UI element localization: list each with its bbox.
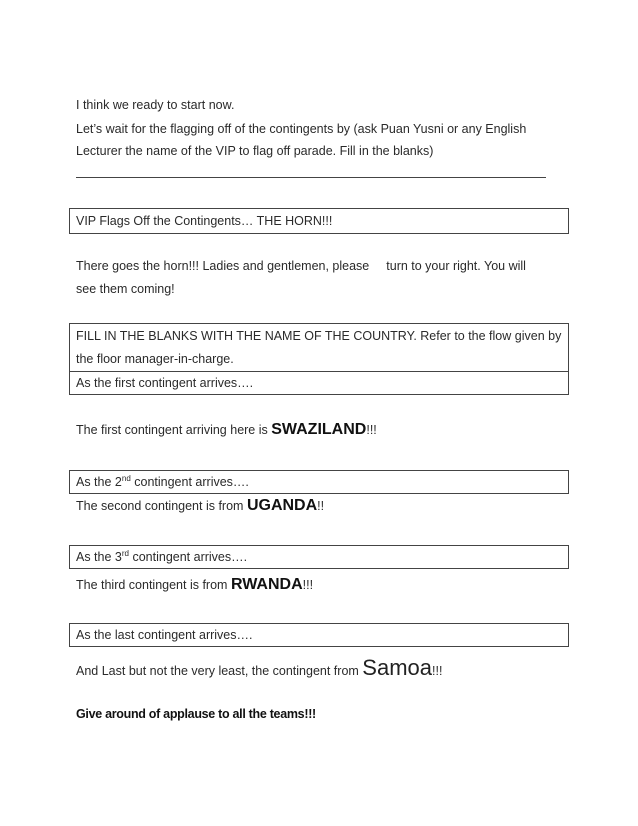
horn-line-1-b: turn to your right. You will <box>386 259 526 273</box>
vip-box <box>69 208 569 234</box>
intro-line-1: I think we ready to start now. <box>76 98 235 112</box>
second-contingent-prefix: The second contingent is from <box>76 499 247 513</box>
second-suffix: !! <box>317 499 325 513</box>
vip-box-text: VIP Flags Off the Contingents… THE HORN!!! <box>76 214 333 228</box>
last-arrives-box <box>69 623 569 647</box>
first-contingent-arrives: As the first contingent arrives…. <box>76 376 254 390</box>
fill-box-line-2: the floor manager-in-charge. <box>76 352 234 366</box>
first-contingent-line <box>76 422 377 438</box>
fill-box-line-1: FILL IN THE BLANKS WITH THE NAME OF THE COUNTRY. Refer to the flow given by <box>76 329 562 343</box>
last-contingent-line <box>76 655 443 680</box>
second-contingent-line <box>76 498 324 514</box>
horn-line-2: see them coming! <box>76 282 175 296</box>
intro-line-2: Let’s wait for the flagging off of the contingents by (ask Puan Yusni or any English <box>76 122 527 136</box>
horn-line-1-a: There goes the horn!!! Ladies and gentlemen, please <box>76 259 370 273</box>
second-country: UGANDA <box>246 497 318 514</box>
second-arrives-text: As the 2nd contingent arrives…. <box>76 473 249 489</box>
second-arrives-box <box>69 470 569 494</box>
first-suffix: !!! <box>366 423 377 437</box>
third-suffix: !!! <box>302 578 314 592</box>
intro-line-3: Lecturer the name of the VIP to flag off parade. Fill in the blanks) <box>76 144 434 158</box>
third-contingent-prefix: The third contingent is from <box>76 578 231 592</box>
horn-line-1 <box>76 258 526 274</box>
last-contingent-prefix: And Last but not the very least, the contingent from <box>76 664 363 678</box>
last-country: Samoa <box>362 655 432 680</box>
last-suffix: !!! <box>432 664 443 678</box>
third-country: RWANDA <box>230 576 303 593</box>
third-arrives-box <box>69 545 569 569</box>
fill-in-box <box>69 323 569 395</box>
fill-box-divider <box>70 371 568 372</box>
third-arrives-text: As the 3rd contingent arrives…. <box>76 548 248 564</box>
last-arrives-text: As the last contingent arrives…. <box>76 628 253 642</box>
applause-line: Give around of applause to all the teams!!! <box>76 707 316 721</box>
first-contingent-prefix: The first contingent arriving here is <box>76 423 272 437</box>
first-country: SWAZILAND <box>271 421 367 438</box>
blank-underline <box>76 177 546 178</box>
third-contingent-line <box>76 577 313 593</box>
